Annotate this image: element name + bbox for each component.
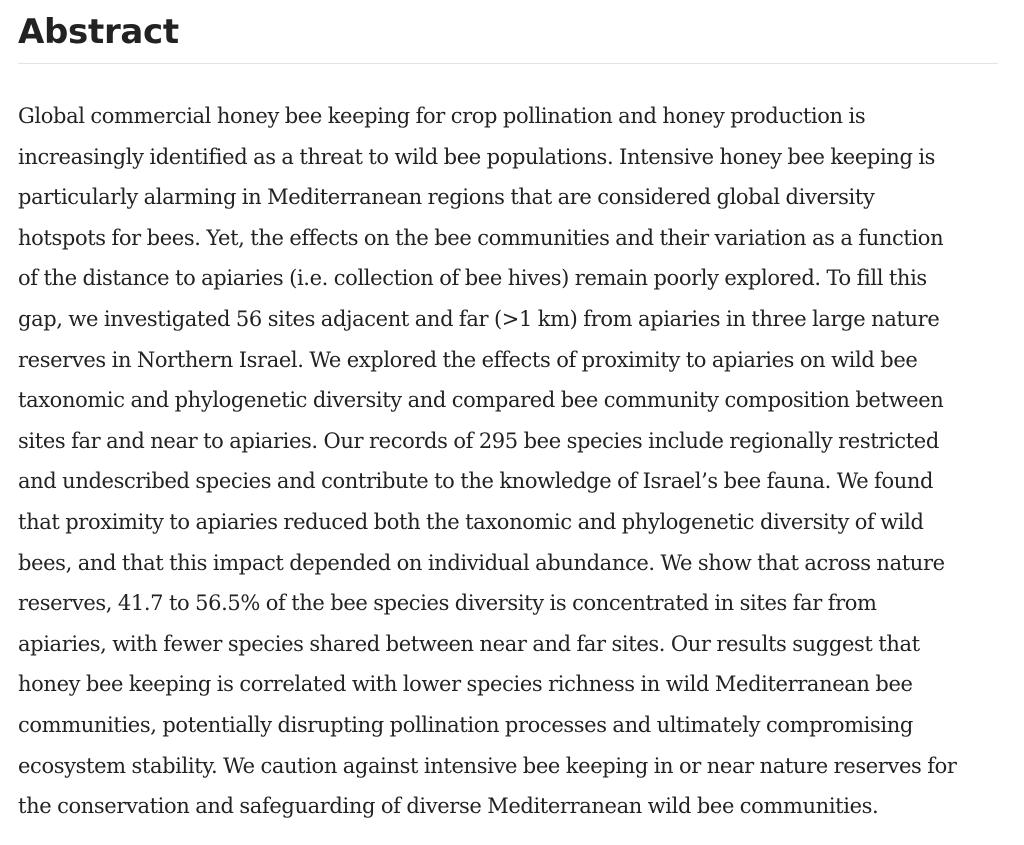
abstract-line: that proximity to apiaries reduced both the taxonomic and phylogenetic diversity of wild (18, 509, 924, 534)
abstract-heading: Abstract (18, 12, 179, 52)
abstract-line: Global commercial honey bee keeping for crop pollination and honey production is (18, 104, 866, 128)
abstract-line: particularly alarming in Mediterranean regions that are considered global diversity (18, 185, 875, 210)
abstract-line: increasingly identified as a threat to wild bee populations. Intensive honey bee keeping is (18, 144, 936, 169)
abstract-line: honey bee keeping is correlated with lower species richness in wild Mediterranean bee (18, 672, 913, 697)
abstract-paragraph (18, 96, 998, 827)
abstract-line: communities, potentially disrupting pollination processes and ultimately compromising (18, 712, 913, 737)
abstract-line: apiaries, with fewer species shared between near and far sites. Our results suggest that (18, 631, 920, 656)
abstract-line: sites far and near to apiaries. Our records of 295 bee species include regionally restricted (18, 428, 939, 453)
abstract-line: taxonomic and phylogenetic diversity and compared bee community composition between (18, 388, 944, 413)
abstract-line: gap, we investigated 56 sites adjacent and far (>1 km) from apiaries in three large nature (18, 306, 940, 331)
abstract-line: reserves, 41.7 to 56.5% of the bee species diversity is concentrated in sites far from (18, 591, 877, 616)
abstract-line: bees, and that this impact depended on individual abundance. We show that across nature (18, 550, 945, 575)
abstract-line: hotspots for bees. Yet, the effects on the bee communities and their variation as a function (18, 225, 944, 250)
abstract-line: the conservation and safeguarding of diverse Mediterranean wild bee communities. (18, 794, 879, 819)
abstract-line: of the distance to apiaries (i.e. collection of bee hives) remain poorly explored. To fill this (18, 266, 927, 291)
heading-divider (18, 63, 998, 64)
abstract-line: ecosystem stability. We caution against intensive bee keeping in or near nature reserves for (18, 753, 957, 778)
abstract-line: and undescribed species and contribute to the knowledge of Israel’s bee fauna. We found (18, 469, 934, 494)
abstract-line: reserves in Northern Israel. We explored the effects of proximity to apiaries on wild bee (18, 347, 918, 372)
abstract-section (18, 0, 998, 827)
